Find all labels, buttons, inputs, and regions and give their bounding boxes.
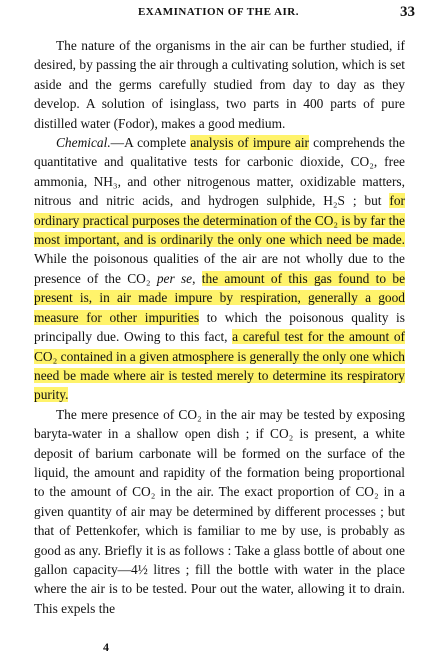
paragraph-chemical	[34, 133, 405, 405]
text-segment: comprehends the quantitative and qualitative tests for carbonic dioxide, CO₂, free ammonia, NH₃, and other nitrogenous matter, oxidizable matters, nitrous and nitric acids, and hydrogen sulphide, H₂S ; but	[34, 135, 405, 209]
text-segment: —A complete	[110, 135, 191, 151]
text-segment: ,	[192, 270, 202, 286]
paragraph-organisms	[34, 36, 405, 133]
page-header	[0, 6, 437, 26]
paragraph-co2-test	[34, 405, 405, 618]
highlighted-text: a careful test for the amount of CO₂ contained in a given atmosphere is generally the only one which need be made where air is tested merely to determine its respiratory purity.	[34, 329, 405, 403]
signature-mark: 4	[103, 640, 109, 654]
text-segment: The nature of the organisms in the air can be further studied, if desired, by passing the air through a cultivating solution, which is set aside and the germs carefully studied from day to day as they develop. A solution of isinglass, two parts in 400 parts of pure distilled water (Fodor), makes a good medium.	[34, 38, 405, 131]
text-segment: While the poisonous qualities of the air are not wholly due to the presence of the CO₂	[34, 251, 405, 286]
text-segment: The mere presence of CO₂ in the air may be tested by exposing baryta-water in a shallow open dish ; if CO₂ is present, a white deposit of barium carbonate will be formed on the surface of the liquid, the amount and rapidity of the formation being proportional to the amount of CO₂ in the air. The exact proportion of CO₂ in a given quantity of air may be determined by different processes ; but that of Pettenkofer, which is familiar to me by use, is probably as good as any. Briefly it is as follows : Take a glass bottle of about one gallon capacity—4½ litres ; fill the bottle with water in the place where the air is to be tested. Pour out the water, allowing it to drain. This expels the	[34, 406, 405, 616]
text-segment: Chemical.	[56, 135, 111, 151]
running-title: EXAMINATION OF THE AIR.	[137, 6, 300, 18]
highlighted-text: analysis of impure air	[190, 135, 310, 151]
page-number: 33	[400, 4, 415, 20]
highlighted-text: the amount of this gas found to be present is, in air made impure by respiration, generally a good measure for other impurities	[34, 270, 406, 325]
body-text	[34, 36, 405, 618]
text-segment: per se	[156, 270, 193, 286]
text-segment: to which the poisonous quality is principally due. Owing to this fact,	[34, 309, 405, 345]
highlighted-text: for ordinary practical purposes the determination of the CO₂ is by far the most important, and is ordinarily the only one which need be made.	[34, 193, 405, 248]
